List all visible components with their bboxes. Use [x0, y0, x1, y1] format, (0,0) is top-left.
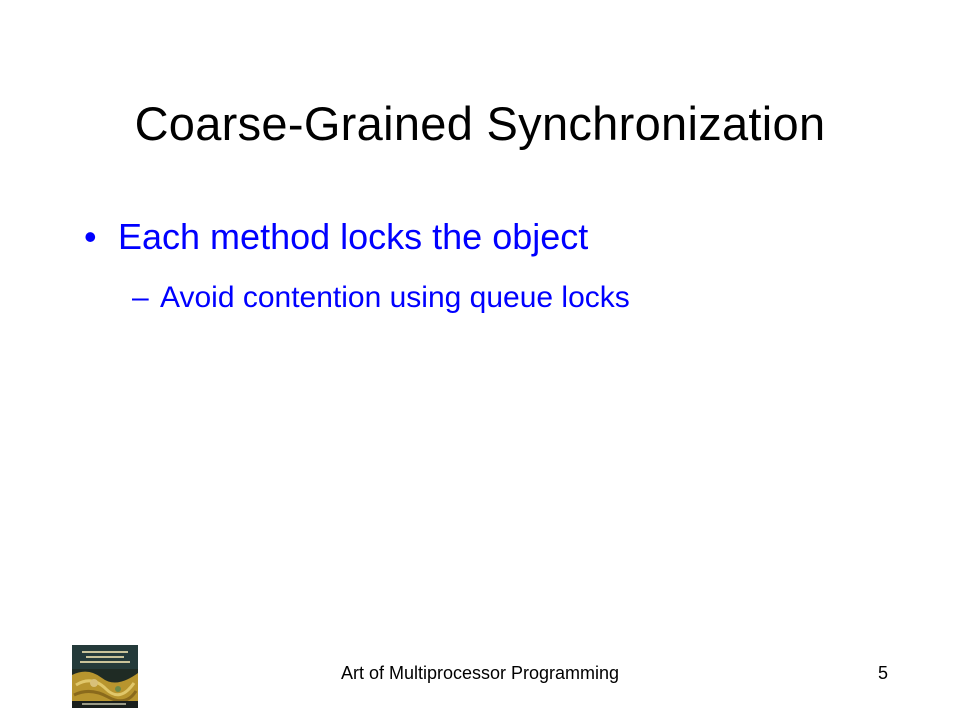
sub-bullet-marker: – — [132, 281, 149, 314]
slide-number: 5 — [877, 663, 888, 683]
footer-title: Art of Multiprocessor Programming — [340, 663, 620, 683]
sub-bullet-item — [132, 281, 630, 315]
bullet-marker: • — [84, 216, 97, 257]
sub-bullet-text: Avoid contention using queue locks — [160, 281, 630, 314]
bullet-text: Each method locks the object — [118, 216, 589, 257]
bullet-item — [84, 216, 588, 258]
slide-title: Coarse-Grained Synchronization — [134, 97, 826, 150]
